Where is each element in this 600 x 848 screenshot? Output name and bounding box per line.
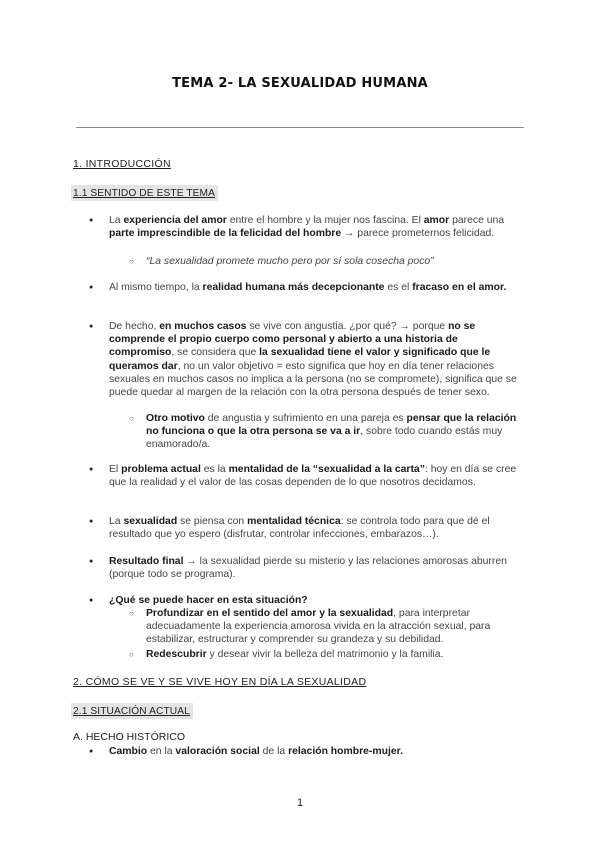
sub-bullet-redescubrir: ○ Redescubrir y desear vivir la belleza del matrimonio y la familia. <box>146 648 528 661</box>
bullet-angustia: ● De hecho, en muchos casos se vive con angustia. ¿por qué? → porque no se comprende el propio cuerpo como personal y abierto a una historia de compromiso, se considera que la sexualidad tiene el valor y significado que le queramos dar, no un valor objetivo = esto significa que hoy en día tener relaciones sexuales en muchos casos no implica a la persona (no se compromete), significa que se puede quedar al margen de la relación con la otra persona después de tener sexo. <box>109 320 524 399</box>
page-number: 1 <box>296 797 304 809</box>
sub-bullet-quote: ○ “La sexualidad promete mucho pero por sí sola cosecha poco” <box>146 255 528 268</box>
bullet-experiencia-amor: ● La experiencia del amor entre el hombre y la mujer nos fascina. El amor parece una parte imprescindible de la felicidad del hombre → parece prometernos felicidad. <box>109 214 524 240</box>
horizontal-rule <box>76 127 524 128</box>
bullet-problema-actual: ● El problema actual es la mentalidad de la “sexualidad a la carta”: hoy en día se cree que la realidad y el valor de las cosas dependen de lo que nosotros decidamos. <box>109 463 524 489</box>
sub-bullet-profundizar: ○ Profundizar en el sentido del amor y la sexualidad, para interpretar adecuadamente la experiencia amorosa vivida en la atracción sexual, para estabilizar, estructurar y comprender su grandeza y su debilidad. <box>146 607 528 647</box>
section-2-heading: 2. CÓMO SE VE Y SE VIVE HOY EN DÍA LA SEXUALIDAD <box>73 676 367 688</box>
bullet-resultado-final: ● Resultado final → la sexualidad pierde su misterio y las relaciones amorosas aburren (porque todo se programa). <box>109 555 524 581</box>
sub-bullet-otro-motivo: ○ Otro motivo de angustia y sufrimiento en una pareja es pensar que la relación no funciona o que la otra persona se va a ir, sobre todo cuando estás muy enamorado/a. <box>146 412 528 452</box>
bullet-cambio: ● Cambio en la valoración social de la relación hombre-mujer. <box>109 745 524 758</box>
bullet-realidad-humana: ● Al mismo tiempo, la realidad humana más decepcionante es el fracaso en el amor. <box>109 281 524 294</box>
bullet-mentalidad-tecnica: ● La sexualidad se piensa con mentalidad técnica: se controla todo para que dé el resultado que yo espero (disfrutar, controlar infecciones, embarazos…). <box>109 515 524 541</box>
bullet-que-hacer: ● ¿Qué se puede hacer en esta situación? <box>109 594 524 607</box>
section-2-1-a-heading: A. HECHO HISTÓRICO <box>73 731 186 743</box>
section-1-heading: 1. INTRODUCCIÓN <box>73 158 171 170</box>
section-2-1-heading: 2.1 SITUACIÓN ACTUAL <box>71 703 193 719</box>
document-title: TEMA 2- LA SEXUALIDAD HUMANA <box>172 76 428 91</box>
section-1-1-heading: 1.1 SENTIDO DE ESTE TEMA <box>71 185 218 201</box>
